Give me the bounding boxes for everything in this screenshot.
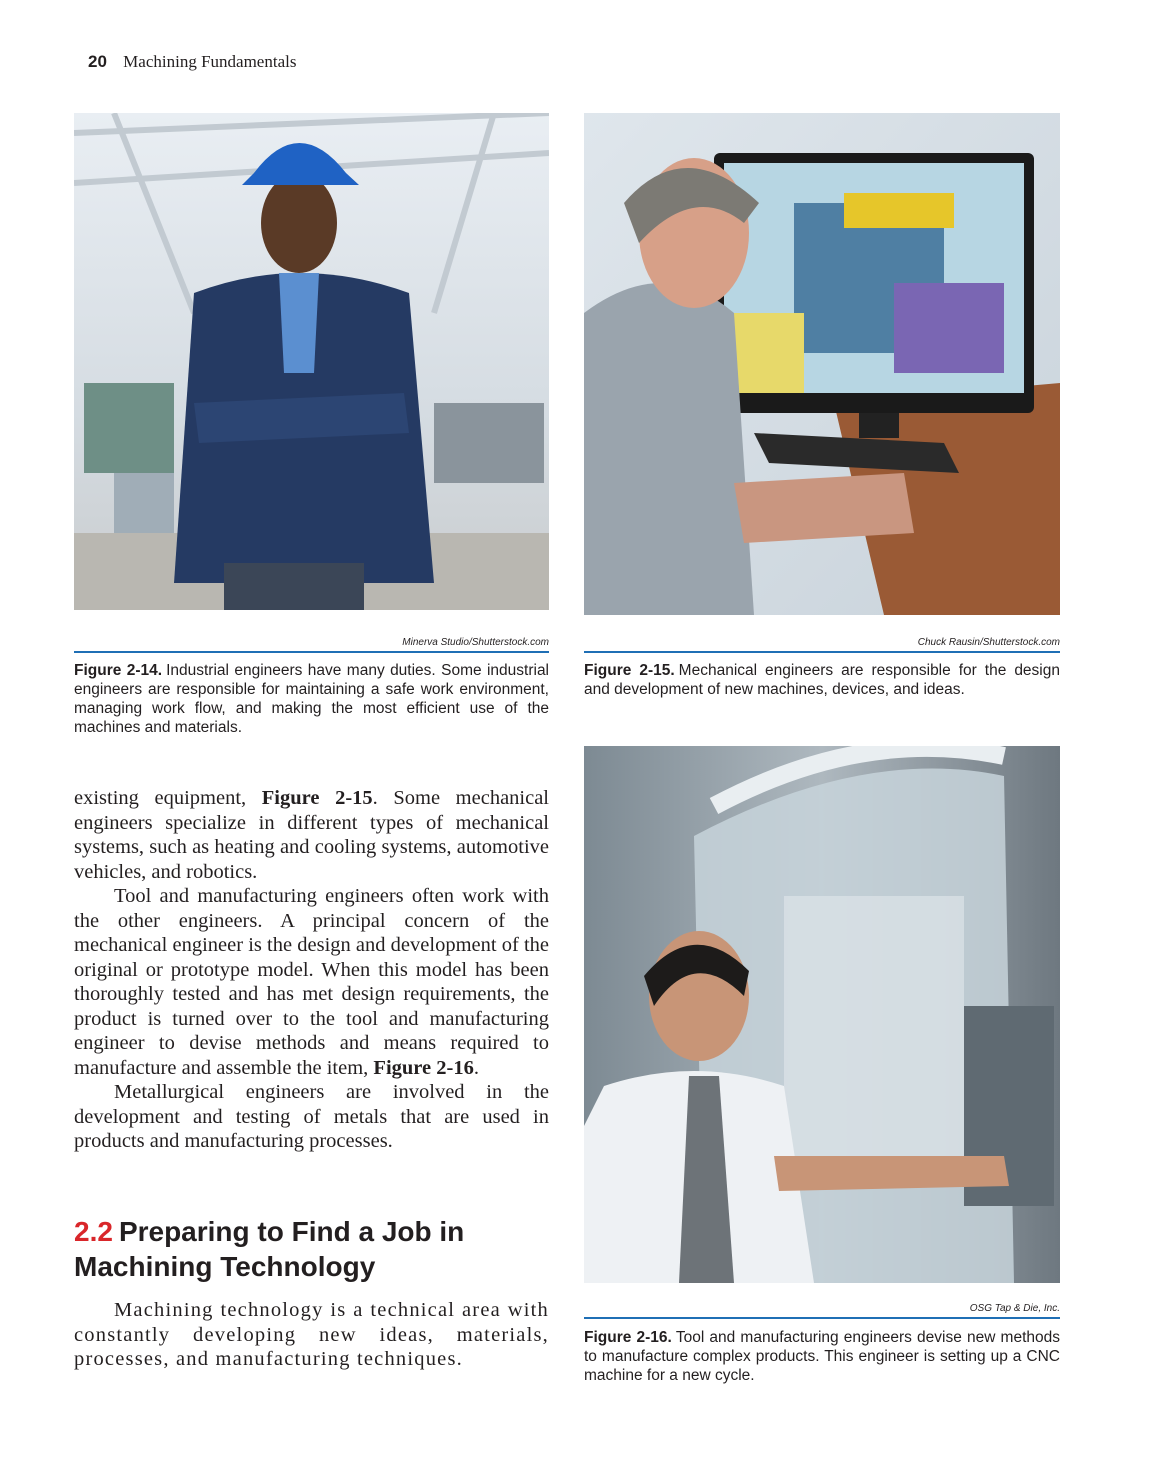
figure-2-15-caption-text: Mechanical engineers are responsible for the design and development of new machines, devices, and ideas.	[584, 662, 1060, 698]
section-heading	[74, 1214, 554, 1284]
figure-2-16-photo	[584, 746, 1060, 1283]
figure-2-15-photo	[584, 113, 1060, 615]
section-title: Preparing to Find a Job in Machining Technology	[74, 1216, 465, 1282]
figure-2-14-caption-text: Industrial engineers have many duties. Some industrial engineers are responsible for maintaining a safe work environment, managing work flow, and making the most efficient use of the machines and materials.	[74, 662, 550, 736]
paragraph-2	[74, 884, 549, 1080]
paragraph-1-text-b: . Some mechanical engineers specialize in different types of mechanical systems, such as heating and cooling systems, automotive vehicles, and robotics.	[74, 787, 550, 883]
paragraph-1-text-a: existing equipment,	[74, 787, 262, 809]
paragraph-2-text-b: .	[473, 1056, 479, 1079]
figure-2-14-photo	[74, 113, 549, 610]
body-text	[74, 786, 549, 1154]
figure-2-16-credit: OSG Tap & Die, Inc.	[584, 1303, 1060, 1319]
section-number: 2.2	[74, 1216, 113, 1247]
figure-2-15-caption	[584, 661, 1060, 699]
figure-2-14-caption	[74, 661, 549, 737]
paragraph-1	[74, 786, 549, 884]
figure-2-15-credit: Chuck Rausin/Shutterstock.com	[584, 637, 1060, 653]
figure-2-15-label: Figure 2-15.	[584, 662, 675, 679]
figure-2-16-caption	[584, 1328, 1060, 1385]
book-title: Machining Fundamentals	[123, 52, 297, 71]
figure-2-16-caption-text: Tool and manufacturing engineers devise new methods to manufacture complex products. This engineer is setting up a CNC machine for a new cycle.	[584, 1329, 1061, 1384]
figure-2-15-reference: Figure 2-15	[261, 787, 373, 809]
figure-2-16-label: Figure 2-16.	[584, 1329, 672, 1346]
page-number: 20	[88, 52, 107, 71]
paragraph-2-text-a: Tool and manufacturing engineers often work with the other engineers. A principal concern of the mechanical engineer is the design and development of the original or prototype model. When this model has been thoroughly tested and has met design requirements, the product is turned over to the tool and manufacturing engineer to devise methods and means required to manufacture and assemble the item,	[74, 885, 549, 1079]
figure-2-14-label: Figure 2-14.	[74, 662, 163, 679]
figure-2-16-reference: Figure 2-16	[373, 1056, 474, 1079]
running-header	[88, 52, 296, 72]
paragraph-3: Metallurgical engineers are involved in the development and testing of metals that are used in products and manufacturing processes.	[74, 1081, 549, 1152]
section-intro-paragraph: Machining technology is a technical area with constantly developing new ideas, materials, processes, and manufacturing techniques.	[74, 1299, 549, 1370]
figure-2-14-credit: Minerva Studio/Shutterstock.com	[74, 637, 549, 653]
